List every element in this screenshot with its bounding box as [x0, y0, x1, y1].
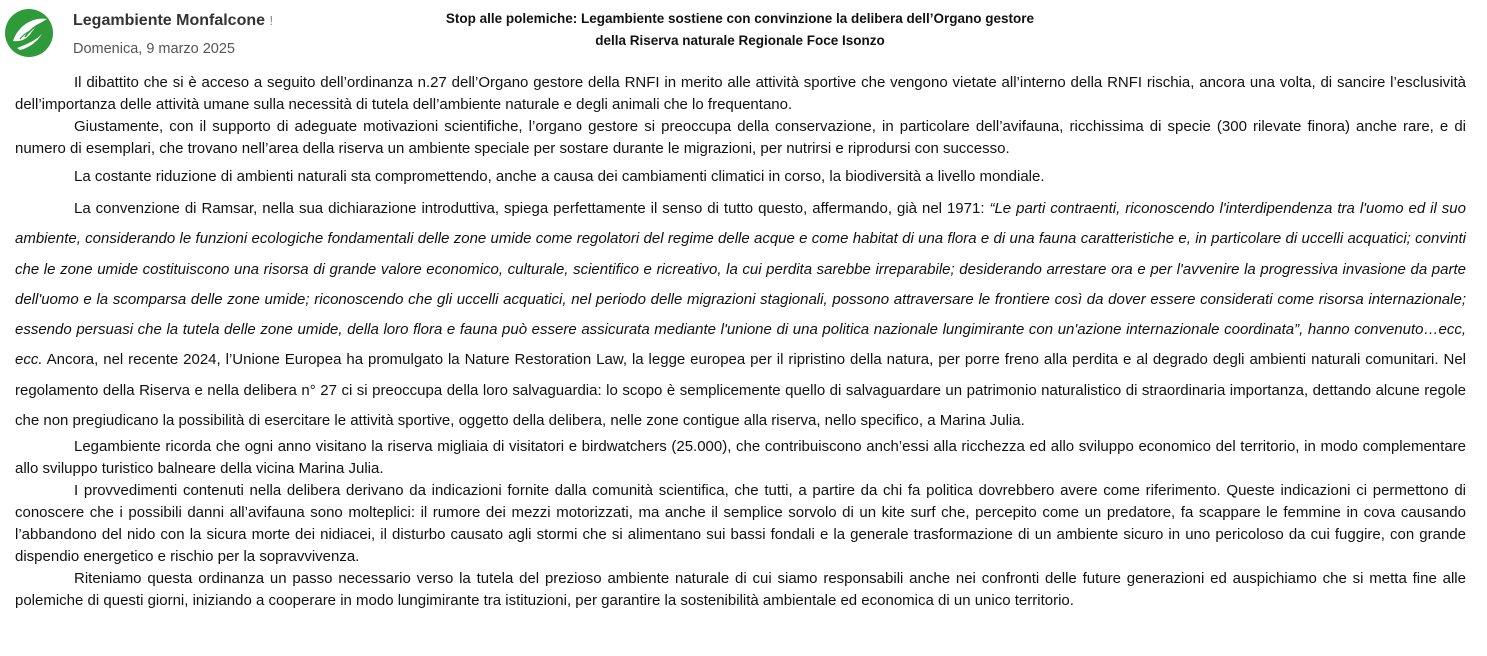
article-title-line-1: Stop alle polemiche: Legambiente sostiene con convinzione la delibera dell’Organo gestore [445, 11, 1035, 26]
article-title [360, 8, 1120, 52]
post-header [0, 0, 1487, 66]
legambiente-leaf-logo-icon[interactable] [4, 8, 54, 58]
article-body [15, 72, 1466, 612]
ramsar-quote: “Le parti contraenti, riconoscendo l'interdipendenza tra l'uomo ed il suo ambiente, considerando le funzioni ecologiche fondamentali delle zone umide come regolatori del regime delle acque e come habitat di una flora e di una fauna caratteristiche e, in particolare di uccelli acquatici; convinti che le zone umide costituiscono una risorsa di grande valore economico, culturale, scientifico e ricreativo, la cui perdita sarebbe irreparabile; desiderando arrestare ora e per l'avvenire la progressiva invasione da parte dell'uomo e la scomparsa delle zone umide; riconoscendo che gli uccelli acquatici, nel periodo delle migrazioni stagionali, possono attraversare le frontiere così da dover essere considerati come risorsa internazionale; essendo persuasi che la tutela delle zone umide, della loro flora e fauna può essere assicurata mediante l'unione di una politica nazionale lungimirante con un'azione internazionale coordinata”, hanno convenuto…ecc, ecc. [15, 200, 1466, 369]
paragraph-3: La costante riduzione di ambienti naturali sta compromettendo, anche a causa dei cambiamenti climatici in corso, la biodiversità a livello mondiale. [74, 168, 1045, 185]
paragraph-4-rest: Ancora, nel recente 2024, l’Unione Europea ha promulgato la Nature Restoration Law, la legge europea per il ripristino della natura, per porre freno alla perdita e al degrado degli ambienti naturali comunitari. Nel regolamento della Riserva e nella delibera n° 27 ci si preoccupa della loro salvaguardia: lo scopo è semplicemente quello di salvaguardare un patrimonio naturalistico di straordinaria importanza, dettando alcune regole che non pregiudicano la possibilità di esercitare le attività sportive, oggetto della delibera, nelle zone contigue alla riserva, nello specifico, a Marina Julia. [15, 351, 1466, 430]
paragraph-6: I provvedimenti contenuti nella delibera derivano da indicazioni fornite dalla comunità scientifica, che tutti, a partire da chi fa politica dovrebbero avere come riferimento. Queste indicazioni ci permettono di conoscere che i possibili danni all’avifauna sono molteplici: il rumore dei mezzi motorizzati, ma anche il semplice sorvolo di un kite surf che, percepito come un predatore, fa scappare le femmine in cova causando l’abbandono del nido con la sicura morte dei nidiacei, il disturbo causato agli stormi che si alimentano sui bassi fondali e la generale trasformazione di un ambiente sicuro in uno pericoloso da cui fuggire, con grande dispendio energetico e rischio per la sopravvivenza. [15, 482, 1466, 566]
paragraph-4 [15, 194, 1466, 436]
article-title-line-2: della Riserva naturale Regionale Foce Isonzo [595, 33, 885, 48]
paragraph-1: Il dibattito che si è acceso a seguito dell’ordinanza n.27 dell’Organo gestore della RNFI in merito alle attività sportive che vengono vietate all’interno della RNFI rischia, ancora una volta, di sancire l’esclusività dell’importanza delle attività umane sulla necessità di tutela dell’ambiente naturale e degli animali che lo frequentano. [15, 74, 1466, 113]
paragraph-5: Legambiente ricorda che ogni anno visitano la riserva migliaia di visitatori e birdwatchers (25.000), che contribuiscono anch’essi alla ricchezza ed allo sviluppo economico del territorio, in modo complementare allo sviluppo turistico balneare della vicina Marina Julia. [15, 438, 1466, 478]
paragraph-2: Giustamente, con il supporto di adeguate motivazioni scientifiche, l’organo gestore si preoccupa della conservazione, in particolare dell’avifauna, ricchissima di specie (300 rilevate finora) anche rare, e di numero di esemplari, che trovano nell’area della riserva un ambiente speciale per sostare durante le migrazioni, per nutrirsi e riprodursi con successo. [15, 118, 1466, 157]
paragraph-7: Riteniamo questa ordinanza un passo necessario verso la tutela del prezioso ambiente naturale di cui siamo responsabili anche nei confronti delle future generazioni ed auspichiamo che si metta fine alle polemiche di questi giorni, iniziando a cooperare in modo lungimirante tra istituzioni, per garantire la sostenibilità ambientale ed economica di un unico territorio. [15, 570, 1466, 610]
org-name[interactable] [73, 12, 273, 30]
post-date: Domenica, 9 marzo 2025 [73, 41, 235, 57]
org-name-suffix: ! [269, 13, 274, 28]
paragraph-4-intro: La convenzione di Ramsar, nella sua dichiarazione introduttiva, spiega perfettamente il senso di tutto questo, affermando, già nel 1971: [74, 200, 990, 217]
org-name-text[interactable]: Legambiente Monfalcone [73, 12, 266, 29]
